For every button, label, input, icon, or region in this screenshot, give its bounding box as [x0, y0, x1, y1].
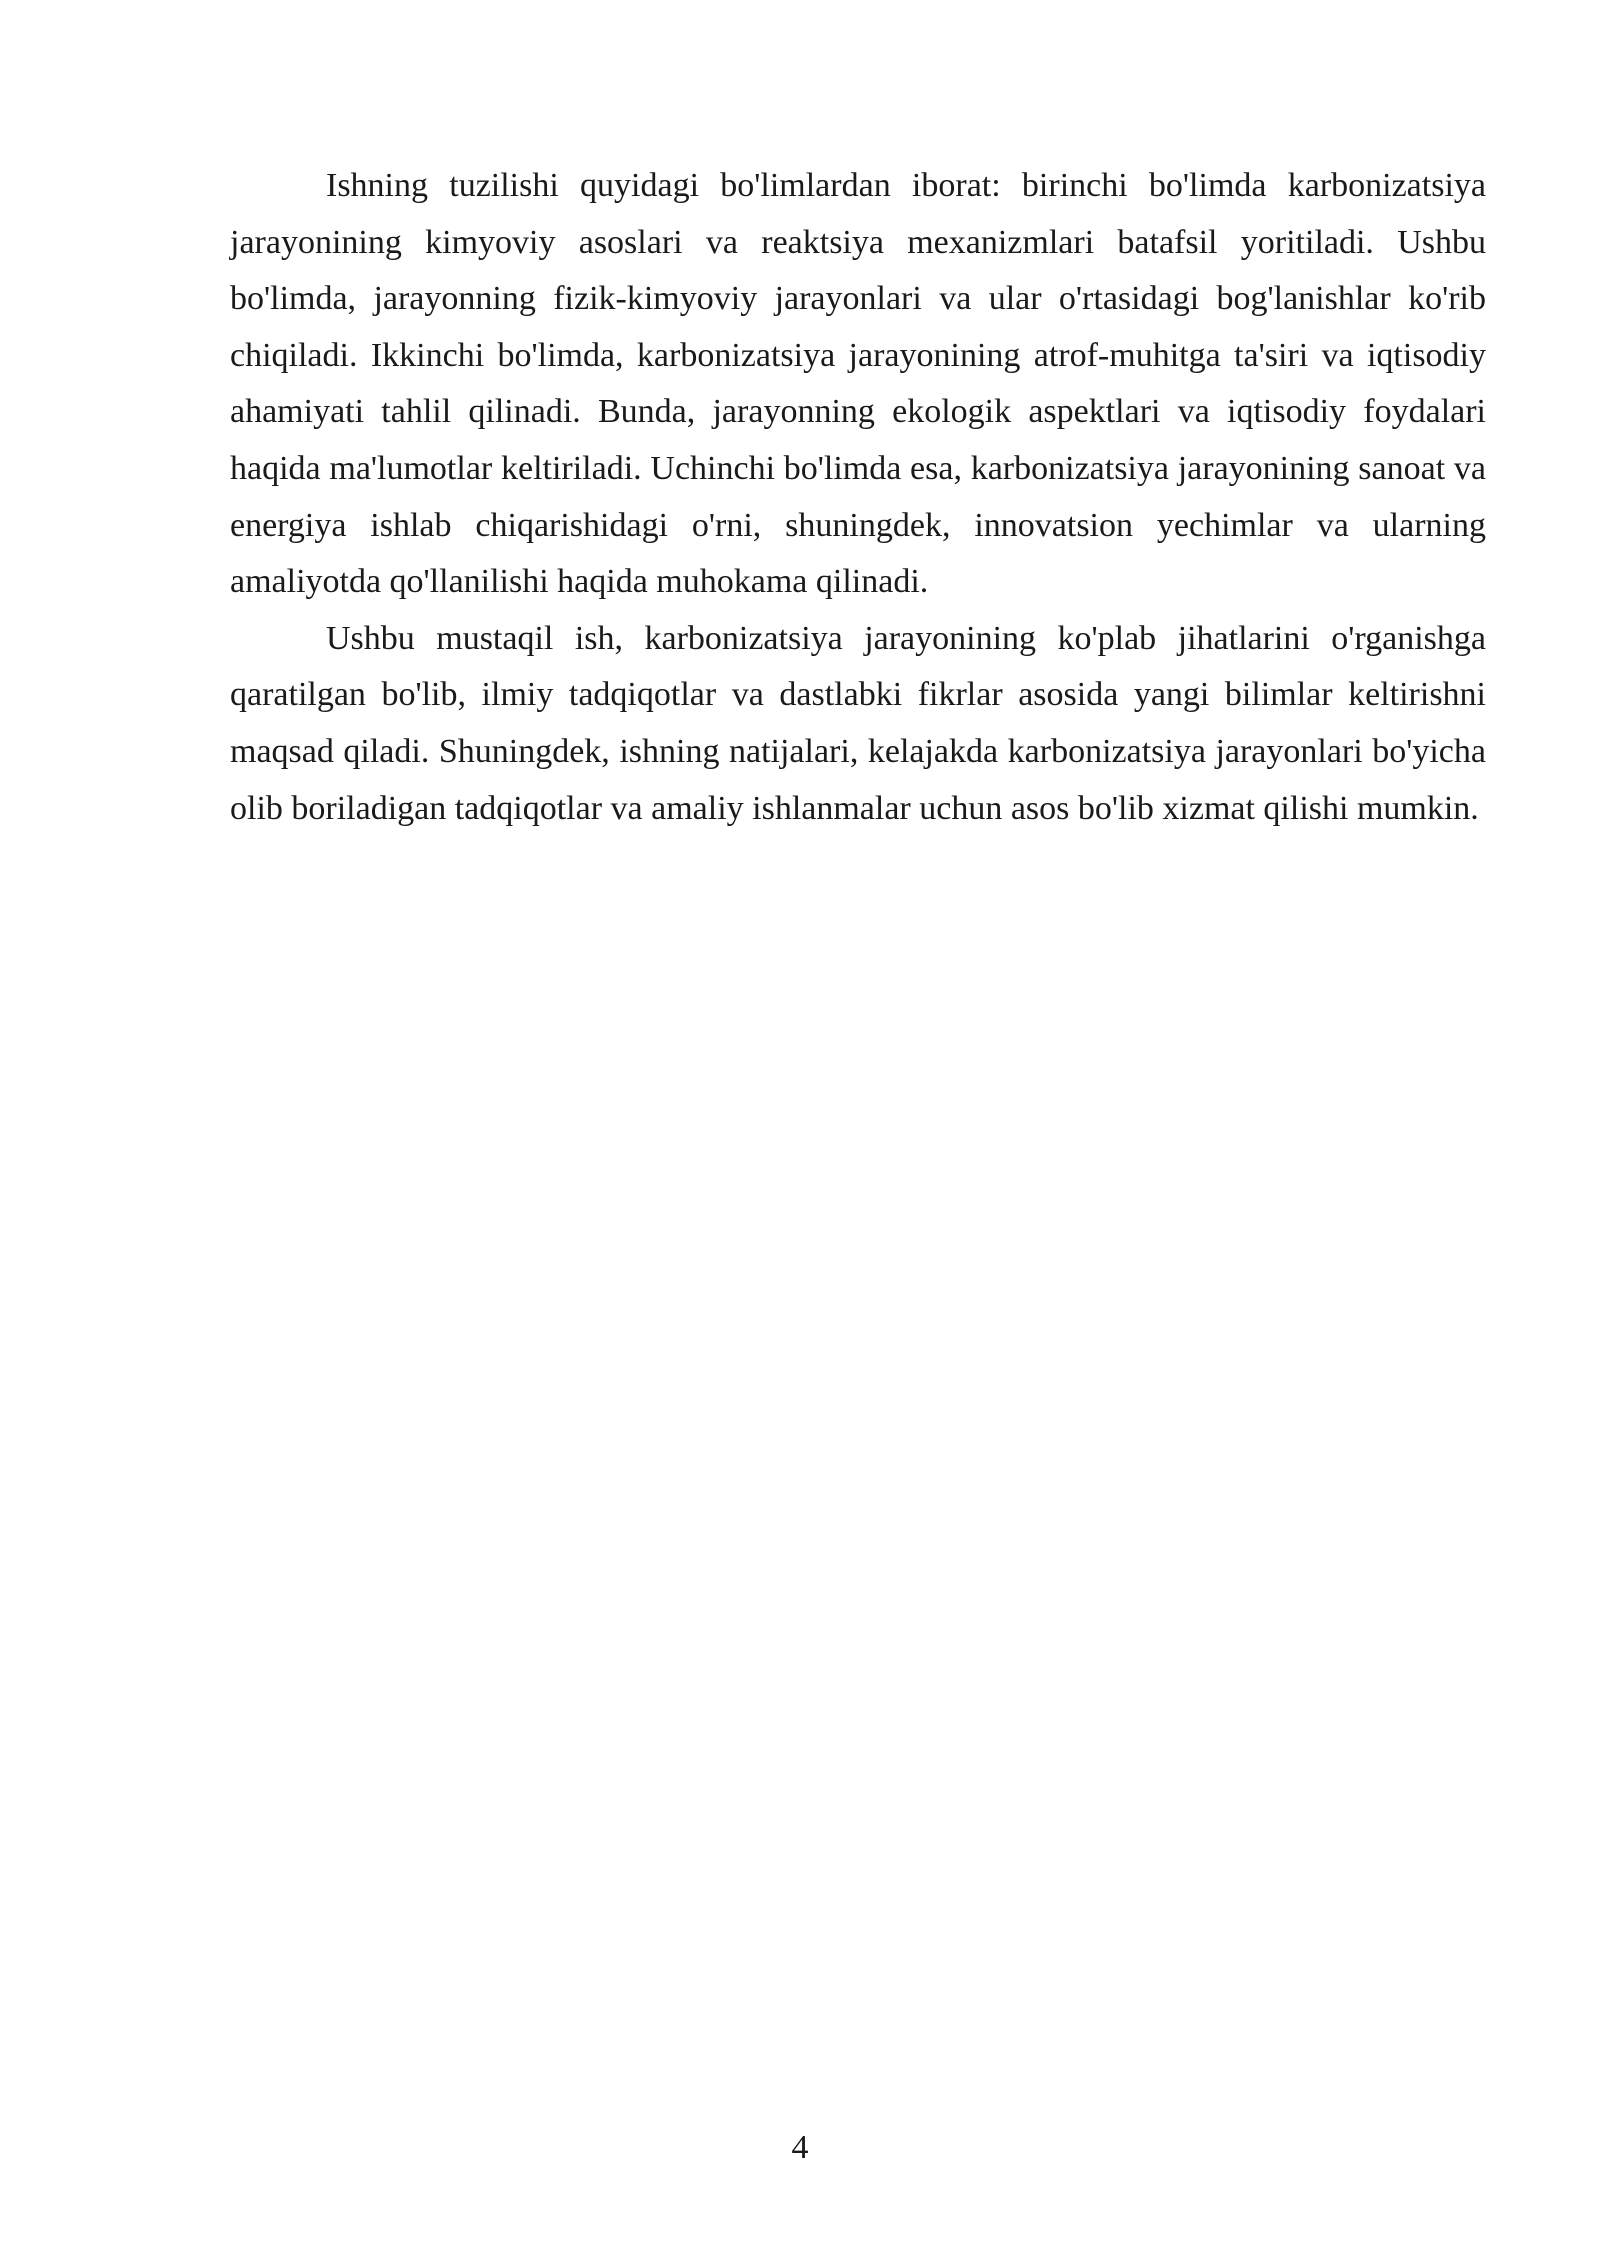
- paragraph-purpose: Ushbu mustaqil ish, karbonizatsiya jarayonining ko'plab jihatlarini o'rganishga qaratilgan bo'lib, ilmiy tadqiqotlar va dastlabki fikrlar asosida yangi bilimlar keltirishni maqsad qiladi. Shuningdek, ishning natijalari, kelajakda karbonizatsiya jarayonlari bo'yicha olib boriladigan tadqiqotlar va amaliy ishlanmalar uchun asos bo'lib xizmat qilishi mumkin.: [230, 619, 1486, 827]
- page-body: [230, 158, 1486, 837]
- page-number: 4: [791, 2129, 809, 2166]
- paragraph-structure: Ishning tuzilishi quyidagi bo'limlardan iborat: birinchi bo'limda karbonizatsiya jarayonining kimyoviy asoslari va reaktsiya mexanizmlari batafsil yoritiladi. Ushbu bo'limda, jarayonning fizik-kimyoviy jarayonlari va ular o'rtasidagi bog'lanishlar ko'rib chiqiladi. Ikkinchi bo'limda, karbonizatsiya jarayonining atrof-muhitga ta'siri va iqtisodiy ahamiyati tahlil qilinadi. Bunda, jarayonning ekologik aspektlari va iqtisodiy foydalari haqida ma'lumotlar keltiriladi. Uchinchi bo'limda esa, karbonizatsiya jarayonining sanoat va energiya ishlab chiqarishidagi o'rni, shuningdek, innovatsion yechimlar va ularning amaliyotda qo'llanilishi haqida muhokama qilinadi.: [230, 167, 1486, 601]
